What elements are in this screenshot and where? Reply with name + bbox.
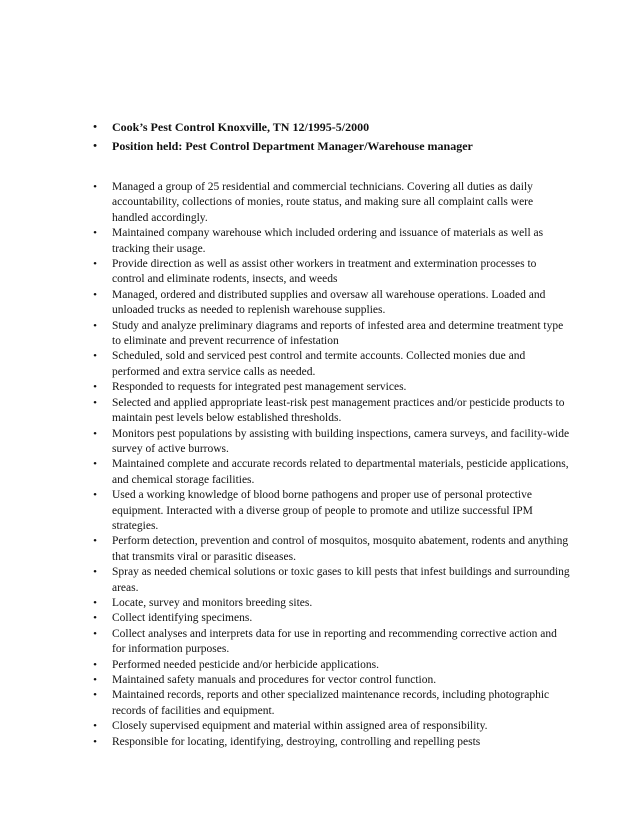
duty-text: Provide direction as well as assist other workers in treatment and extermination processes to control and eliminate rodents, insects, and weeds [112,258,537,286]
duty-text: Maintained company warehouse which included ordering and issuance of materials as well as tracking their usage. [112,227,544,255]
duty-item [90,457,570,488]
duty-text: Performed needed pesticide and/or herbicide applications. [112,658,379,671]
duty-item [90,688,570,719]
duty-item [90,658,570,673]
duty-text: Responsible for locating, identifying, destroying, controlling and repelling pests [112,735,481,748]
duty-item [90,719,570,734]
bullet-icon: • [93,121,97,133]
duty-item [90,380,570,395]
position-line [90,137,570,156]
bullet-icon: • [93,535,97,548]
duty-text: Scheduled, sold and serviced pest control and termite accounts. Collected monies due and performed and extra service calls as needed. [112,350,526,378]
employer-text: Cook’s Pest Control Knoxville, TN 12/1995-5/2000 [112,120,370,134]
duty-item [90,565,570,596]
duty-text: Closely supervised equipment and material within assigned area of responsibility. [112,720,488,733]
duty-item [90,534,570,565]
duty-item [90,735,570,750]
bullet-icon: • [93,350,97,363]
bullet-icon: • [93,381,97,394]
bullet-icon: • [93,227,97,240]
duty-text: Responded to requests for integrated pest management services. [112,381,407,394]
duty-text: Locate, survey and monitors breeding sites. [112,596,313,609]
bullet-icon: • [93,689,97,702]
duty-item [90,349,570,380]
bullet-icon: • [93,396,97,409]
employer-header-list [90,118,570,156]
bullet-icon: • [93,181,97,193]
duty-text: Maintained records, reports and other specialized maintenance records, including photographic records of facilities and equipment. [112,689,550,717]
duty-item [90,226,570,257]
bullet-icon: • [93,658,97,671]
bullet-icon: • [93,458,97,471]
bullet-icon: • [93,140,97,152]
bullet-icon: • [93,674,97,686]
employer-line [90,118,570,137]
bullet-icon: • [93,612,97,625]
duty-text: Managed a group of 25 residential and commercial technicians. Covering all duties as daily accountability, collections of monies, route status, and making sure all complaint calls were handled accordingly. [112,181,534,224]
duties-list [90,180,570,750]
duty-text: Used a working knowledge of blood borne pathogens and proper use of personal protective equipment. Interacted with a diverse group of people to promote and utilize successful IPM strategies. [112,489,533,532]
duty-text: Study and analyze preliminary diagrams and reports of infested area and determine treatment type to eliminate and prevent recurrence of infestation [112,319,564,348]
duty-item [90,288,570,319]
duty-item [90,427,570,458]
duty-text: Maintained safety manuals and procedures for vector control function. [112,674,437,686]
bullet-icon: • [93,258,97,271]
duty-text: Collect identifying specimens. [112,612,253,625]
bullet-icon: • [93,596,97,609]
duty-text: Maintained complete and accurate records related to departmental materials, pesticide applications, and chemical storage facilities. [112,458,569,486]
duty-item [90,319,570,350]
duty-item [90,627,570,658]
bullet-icon: • [93,720,97,733]
bullet-icon: • [93,427,97,440]
duty-item [90,673,570,688]
duty-item [90,257,570,288]
duty-text: Spray as needed chemical solutions or toxic gases to kill pests that infest buildings and surrounding areas. [112,566,570,594]
bullet-icon: • [93,627,97,640]
duty-text: Monitors pest populations by assisting with building inspections, camera surveys, and facility-wide survey of active burrows. [112,427,570,455]
duty-item [90,488,570,534]
bullet-icon: • [93,319,97,332]
bullet-icon: • [93,288,97,301]
duty-text: Collect analyses and interprets data for use in reporting and recommending corrective action and for information purposes. [112,627,557,656]
position-text: Position held: Pest Control Department Manager/Warehouse manager [112,139,473,153]
duty-item [90,596,570,611]
bullet-icon: • [93,566,97,579]
bullet-icon: • [93,735,97,748]
bullet-icon: • [93,489,97,502]
duty-item [90,611,570,626]
duty-text: Perform detection, prevention and control of mosquitos, mosquito abatement, rodents and anything that transmits viral or parasitic diseases. [112,535,569,563]
duty-text: Selected and applied appropriate least-risk pest management practices and/or pesticide products to maintain pest levels below established thresholds. [112,396,565,425]
duty-item [90,180,570,226]
duty-item [90,396,570,427]
duty-text: Managed, ordered and distributed supplies and oversaw all warehouse operations. Loaded and unloaded trucks as needed to replenish warehouse supplies. [112,288,546,317]
